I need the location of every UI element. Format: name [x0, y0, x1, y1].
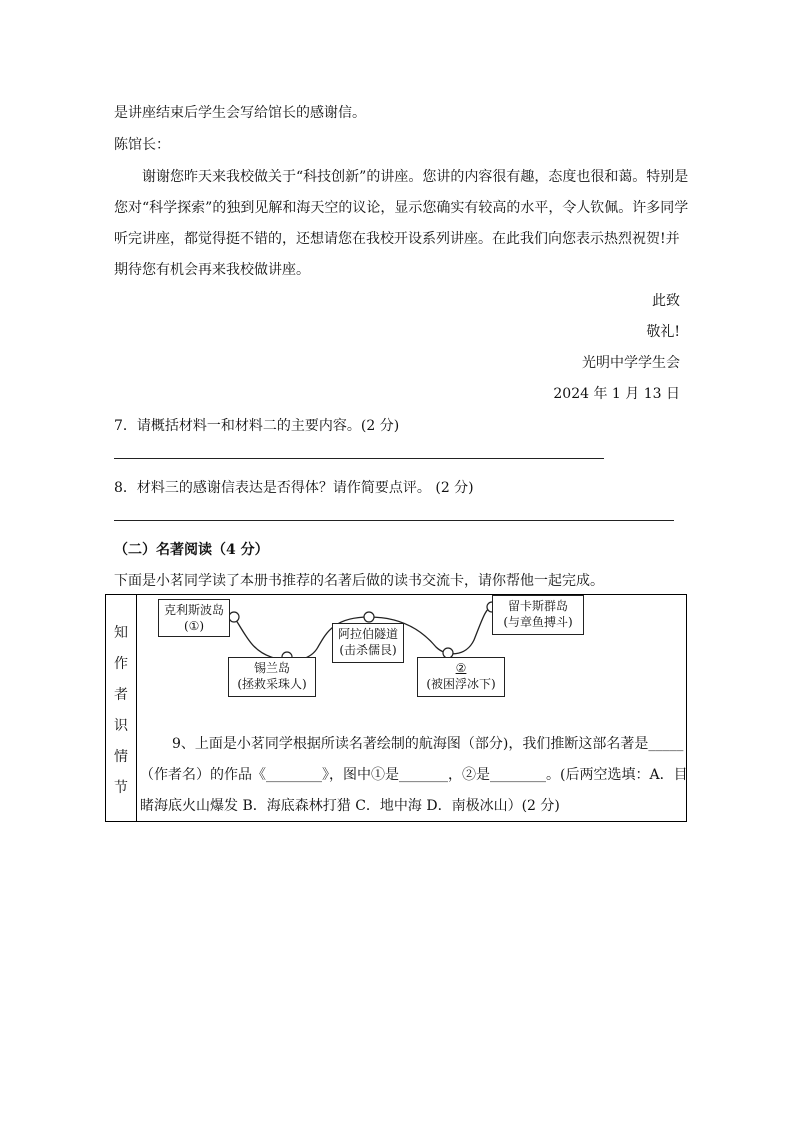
node-title: 锡兰岛	[253, 661, 290, 675]
reading-card	[105, 594, 687, 822]
side-label-char: 者	[114, 687, 128, 703]
letter-closing-2: 敬礼!	[646, 324, 680, 340]
node-event: (被困浮冰下)	[426, 677, 496, 691]
side-label-char: 作	[114, 656, 128, 672]
node-event: (拯救采珠人)	[237, 677, 307, 691]
question-7: 7．请概括材料一和材料二的主要内容。(2 分)	[114, 418, 400, 434]
side-label-char: 识	[114, 718, 128, 734]
side-label-char: 节	[114, 780, 128, 796]
question-9-line-2: （作者名）的作品《________》，图中①是_______，②是________。(后两空选填：A．目	[140, 767, 688, 783]
node-crespo-island	[158, 599, 230, 637]
node-title: 阿拉伯隧道	[337, 627, 398, 641]
letter-body-line: 您对“科学探索”的独到见解和海天空的议论，显示您确实有较高的水平，令人钦佩。许多同学	[114, 200, 689, 216]
node-blank-2	[417, 657, 505, 697]
route-point	[229, 612, 239, 622]
letter-signature: 光明中学学生会	[582, 355, 680, 371]
letter-body-line: 听完讲座，都觉得挺不错的，还想请您在我校开设系列讲座。在此我们向您表示热烈祝贺!并	[114, 231, 680, 247]
letter-closing-1: 此致	[652, 293, 680, 309]
node-arabian-tunnel	[332, 623, 404, 663]
node-title: 留卡斯群岛	[507, 599, 568, 613]
answer-line-q7[interactable]	[114, 458, 604, 459]
answer-line-q8[interactable]	[114, 520, 674, 521]
letter-date: 2024 年 1 月 13 日	[553, 386, 680, 402]
route-point	[364, 612, 374, 622]
letter-intro: 是讲座结束后学生会写给馆长的感谢信。	[114, 105, 366, 121]
question-8: 8．材料三的感谢信表达是否得体？请作简要点评。 (2 分)	[114, 480, 474, 496]
question-9-line-1: 9、上面是小茗同学根据所读名著绘制的航海图（部分)，我们推断这部名著是_____	[172, 736, 684, 752]
section-intro: 下面是小茗同学读了本册书推荐的名著后做的读书交流卡，请你帮他一起完成。	[114, 573, 604, 589]
side-label-char: 情	[114, 749, 128, 765]
node-blank-1[interactable]: (①)	[183, 619, 205, 633]
node-event: (击杀儒艮)	[339, 643, 397, 657]
letter-body-line: 谢谢您昨天来我校做关于“科技创新”的讲座。您讲的内容很有趣，态度也很和蔼。特别是	[142, 169, 689, 185]
letter-salutation: 陈馆长：	[114, 137, 170, 153]
question-9-line-3: 睹海底火山爆发 B．海底森林打猎 C．地中海 D．南极冰山）(2 分)	[140, 798, 560, 814]
section-heading: （二）名著阅读（4 分）	[114, 542, 269, 558]
side-label-char: 知	[114, 625, 128, 641]
letter-body-line: 期待您有机会再来我校做讲座。	[114, 262, 310, 278]
node-ceylon	[228, 657, 316, 697]
node-title: 克利斯波岛	[163, 603, 224, 617]
node-lucas-islands	[492, 595, 584, 635]
node-blank-2-label[interactable]: ②	[455, 661, 467, 675]
node-event: (与章鱼搏斗)	[503, 615, 573, 629]
